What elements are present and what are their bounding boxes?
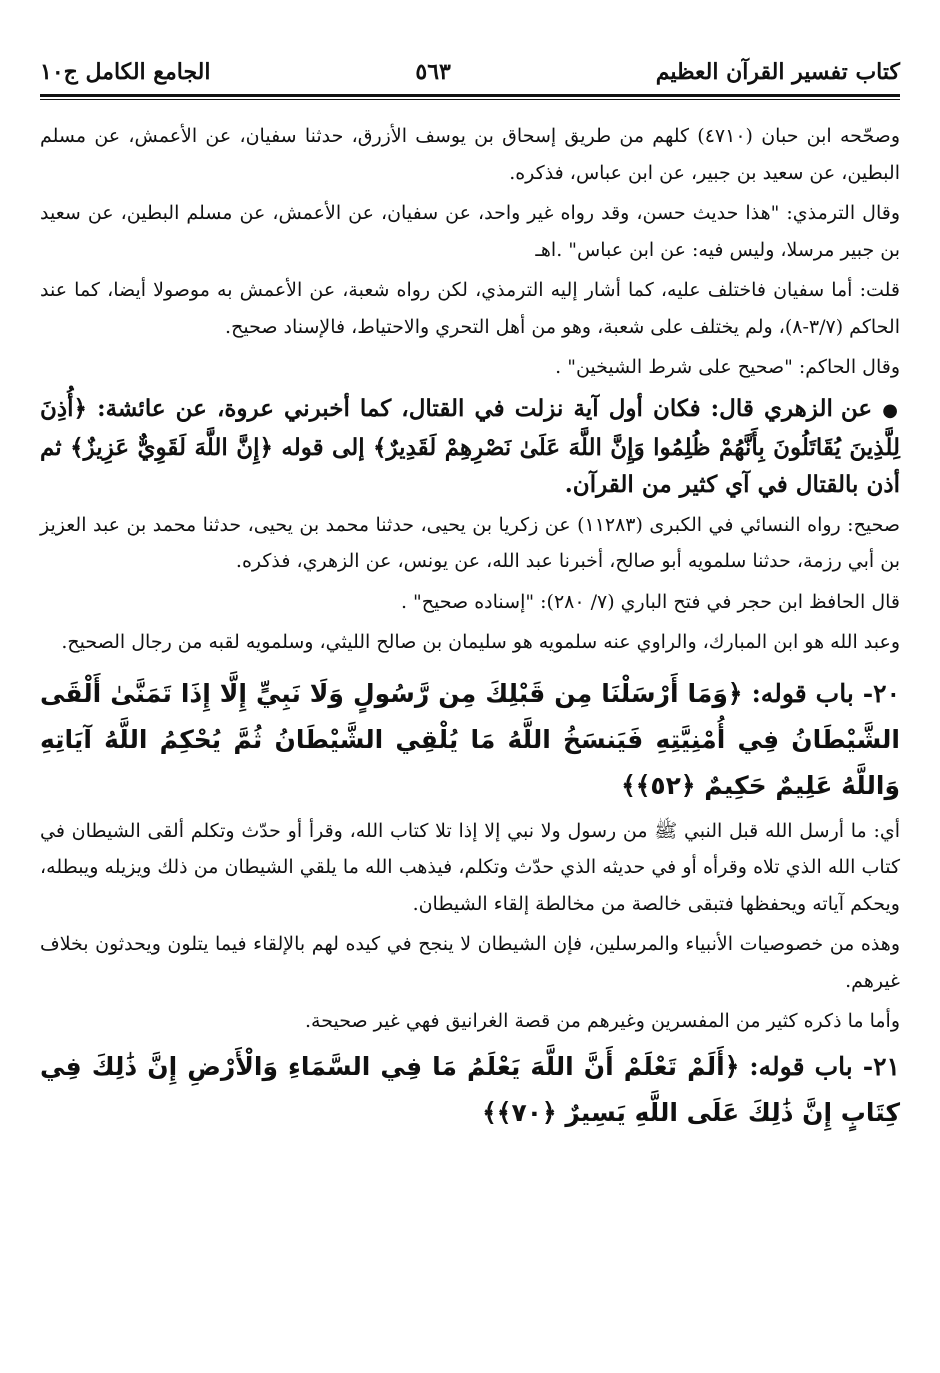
hadith-text: عن الزهري قال: فكان أول آية نزلت في القتال، كما أخبرني عروة، عن عائشة: ﴿أُذِنَ لِلَّذِينَ يُقَاتَلُونَ بِأَنَّهُمْ ظُلِمُوا وَإِنَّ اللَّهَ عَلَىٰ نَصْرِهِمْ لَقَدِيرٌ﴾ إلى قوله ﴿إِنَّ اللَّهَ لَقَوِيٌّ عَزِيزٌ﴾ ثم أذن بالقتال في آي كثير من القرآن. [40, 394, 900, 498]
paragraph-9: أي: ما أرسل الله قبل النبي ﷺ من رسول ولا نبي إلا إذا تلا كتاب الله، وقرأ أو حدّث وتكلم ألقى الشيطان في كتاب الله الذي تلاه وقرأه أو في حديثه الذي حدّث وتكلم، فيذهب الله ما يلقي الشيطان من ذلك ويزيله ويبطله، ويحكم آياته ويحفظها فتبقى خالصة من مخالطة إلقاء الشيطان. [40, 819, 900, 915]
section-20-label: ٢٠- باب قوله: [751, 678, 900, 708]
hadith-paragraph [40, 390, 900, 503]
page-number: ٥٦٣ [415, 59, 451, 85]
section-20-verse: ﴿وَمَا أَرْسَلْنَا مِن قَبْلِكَ مِن رَّسُولٍ وَلَا نَبِيٍّ إِلَّا إِذَا تَمَنَّىٰ أَلْقَى الشَّيْطَانُ فِي أُمْنِيَّتِهِ فَيَنسَخُ اللَّهُ مَا يُلْقِي الشَّيْطَانُ ثُمَّ يُحْكِمُ اللَّهُ آيَاتِهِ وَاللَّهُ عَلِيمٌ حَكِيمٌ ﴿٥٢﴾﴾ [40, 678, 900, 800]
page-header [40, 52, 900, 92]
header-rule-thick [40, 94, 900, 97]
section-21-verse: ﴿أَلَمْ تَعْلَمْ أَنَّ اللَّهَ يَعْلَمُ مَا فِي السَّمَاءِ وَالْأَرْضِ إِنَّ ذَٰلِكَ فِي كِتَابٍ إِنَّ ذَٰلِكَ عَلَى اللَّهِ يَسِيرٌ ﴿٧٠﴾﴾ [40, 1051, 900, 1127]
page-body [40, 118, 900, 1136]
header-volume-title: الجامع الكامل ج١٠ [40, 59, 211, 85]
paragraph-10: وهذه من خصوصيات الأنبياء والمرسلين، فإن الشيطان لا ينجح في كيده لهم بالإلقاء فيما يتلون ويحدثون بخلاف غيرهم. [40, 933, 900, 992]
section-21-label: ٢١- باب قوله: [749, 1051, 900, 1081]
paragraph-1: وصحّحه ابن حبان (٤٧١٠) كلهم من طريق إسحاق بن يوسف الأزرق، حدثنا سفيان، عن الأعمش، عن مسلم البطين، عن سعيد بن جبير، عن ابن عباس، فذكره. [40, 125, 900, 184]
paragraph-7: قال الحافظ ابن حجر في فتح الباري (٧/ ٢٨٠): "إسناده صحيح" . [400, 590, 900, 613]
header-book-title: كتاب تفسير القرآن العظيم [655, 59, 900, 85]
paragraph-11: وأما ما ذكره كثير من المفسرين وغيرهم من قصة الغرانيق فهي غير صحيحة. [305, 1010, 900, 1032]
paragraph-2: وقال الترمذي: "هذا حديث حسن، وقد رواه غير واحد، عن سفيان، عن الأعمش، عن مسلم البطين، عن سعيد بن جبير مرسلا، وليس فيه: عن ابن عباس" .اهـ [40, 202, 900, 261]
paragraph-3: قلت: أما سفيان فاختلف عليه، كما أشار إليه الترمذي، لكن رواه شعبة، عن الأعمش به موصولا أيضا، كما عند الحاكم (٣/٧-٨)، ولم يختلف على شعبة، وهو من أهل التحري والاحتياط، فالإسناد صحيح. [40, 279, 900, 338]
paragraph-6: صحيح: رواه النسائي في الكبرى (١١٢٨٣) عن زكريا بن يحيى، حدثنا محمد بن يحيى، حدثنا محمد بن عبد العزيز بن أبي رزمة، حدثنا سلمويه أبو صالح، أخبرنا عبد الله، عن يونس، عن الزهري، فذكره. [40, 513, 900, 572]
paragraph-4: وقال الحاكم: "صحيح على شرط الشيخين" . [555, 356, 900, 378]
bullet-icon: ● [882, 399, 900, 421]
paragraph-8: وعبد الله هو ابن المبارك، والراوي عنه سلمويه هو سليمان بن صالح الليثي، وسلمويه لقبه من رجال الصحيح. [61, 631, 900, 653]
section-21-heading [40, 1044, 900, 1136]
section-20-heading [40, 671, 900, 809]
header-rule-thin [40, 99, 900, 100]
